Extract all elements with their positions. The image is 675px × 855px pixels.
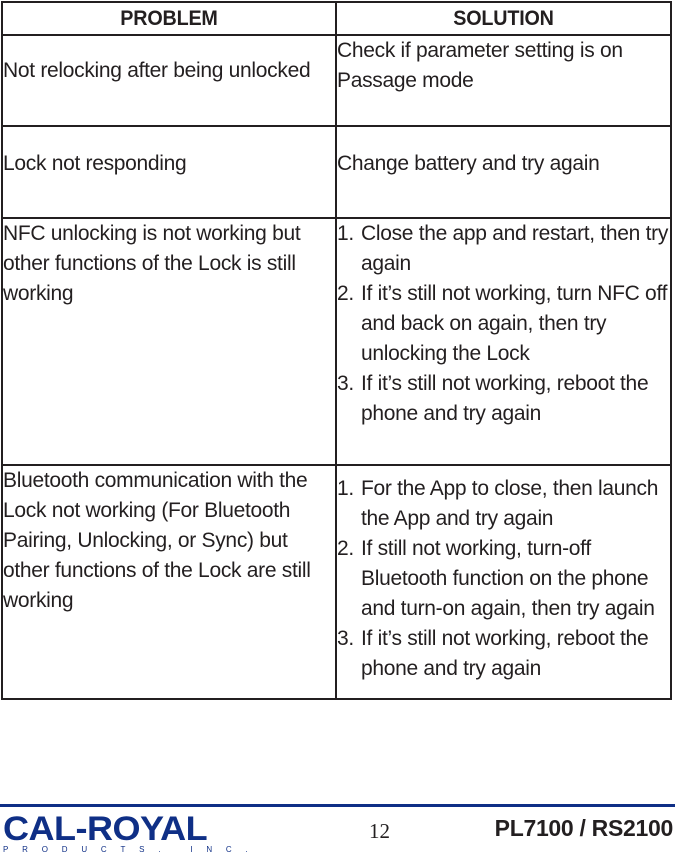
troubleshooting-table [1,1,672,700]
table-header-row [2,2,671,35]
table-row [2,35,671,126]
solution-header: SOLUTION [346,2,661,35]
step-number: 1. [337,222,354,245]
solution-cell [336,218,671,465]
step-number: 2. [337,537,354,560]
solution-steps [337,219,670,429]
problem-cell: NFC unlocking is not working but other functions of the Lock is still working [2,218,336,465]
logo-subtitle: PRODUCTS. INC. [3,845,262,854]
model-number: PL7100 / RS2100 [494,815,673,841]
problem-cell: Not relocking after being unlocked [2,35,336,126]
step-text: If it’s still not working, turn NFC off and back on again, then try unlocking the Lock [361,282,668,365]
solution-cell: Check if parameter setting is on Passage mode [336,35,671,126]
page-number: 12 [369,819,390,843]
step-text: Close the app and restart, then try again [361,222,669,275]
solution-step [337,534,670,624]
problem-cell: Lock not responding [2,126,336,218]
step-number: 3. [337,372,354,395]
cal-royal-logo: CAL-ROYAL [3,810,208,848]
footer-divider [0,804,675,807]
step-text: If it’s still not working, reboot the phone and try again [361,372,649,425]
problem-header: PROBLEM [12,2,326,35]
solution-cell [336,465,671,699]
table-row [2,126,671,218]
problem-cell: Bluetooth communication with the Lock not working (For Bluetooth Pairing, Unlocking, or Sync) but other functions of the Lock are still working [2,465,336,699]
solution-step [337,279,670,369]
table-row [2,465,671,699]
solution-step [337,369,670,429]
step-text: For the App to close, then launch the App and try again [361,477,659,530]
solution-steps [337,474,670,684]
solution-step [337,219,670,279]
step-text: If still not working, turn-off Bluetooth function on the phone and turn-on again, then try again [361,537,655,620]
step-number: 1. [337,477,354,500]
step-number: 2. [337,282,354,305]
solution-cell: Change battery and try again [336,126,671,218]
step-text: If it’s still not working, reboot the phone and try again [361,627,649,680]
step-number: 3. [337,627,354,650]
solution-step [337,624,670,684]
solution-step [337,474,670,534]
table-row [2,218,671,465]
